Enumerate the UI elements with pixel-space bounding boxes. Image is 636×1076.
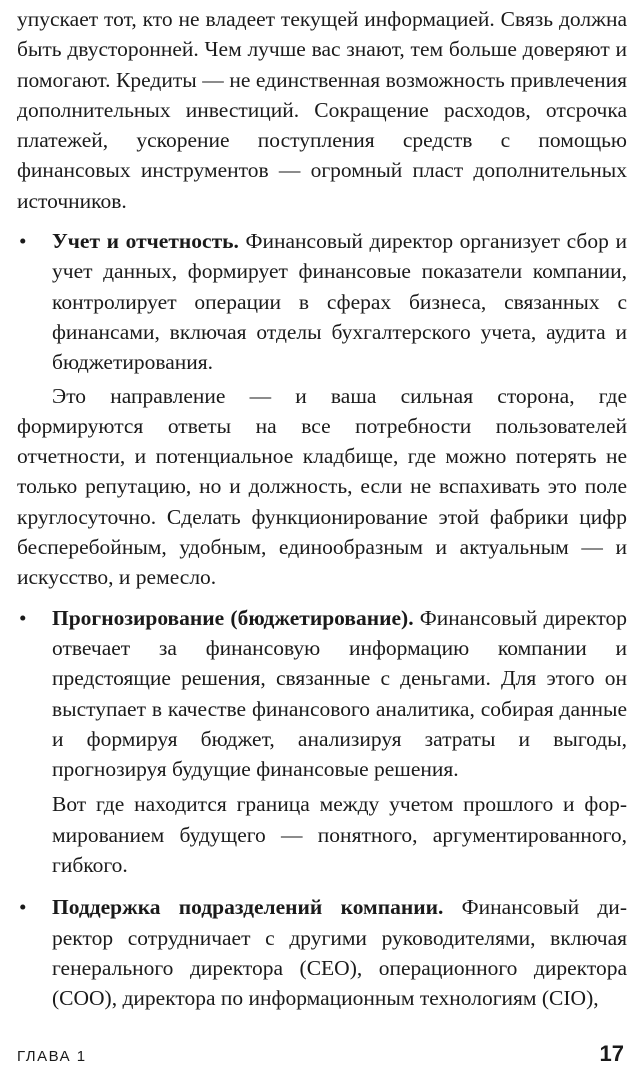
bullet-item-support [17,892,627,1013]
bullet-paragraph [52,603,627,785]
chapter-label: ГЛАВА 1 [17,1048,87,1065]
bullet-continuation: Вот где находится граница между учетом прошлого и формированием будущего — понятного, аргументированного, гибкого. [52,792,627,878]
bullet-paragraph [52,226,627,377]
bullet-icon: • [19,895,27,920]
bullet-text: Финансовый директор отвечает за финансовую информацию компании и предстоящие решения, связанные с деньгами. Для этого он выступает в качестве финансового аналитика, собирая данные и формируя бюджет, анализируя затраты и выгоды, прогнозируя будущие финансовые решения. [52,605,627,782]
intro-paragraph: упускает тот, кто не владеет текущей информацией. Связь должна быть двусторонней. Чем лучше вас знают, тем больше доверяют и помогают. Кредиты — не единственная возможность привлечения дополнительных инвестиций. Сокращение расходов, отсрочка платежей, ускорение поступления средств с помощью финансовых инструментов — огромный пласт дополнительных источников. [17,7,627,213]
body-text [17,4,627,1014]
bullet-item-accounting [17,226,627,377]
bullet-item-forecasting [17,603,627,881]
bullet-text: Финансовый директор организует сбор и учет данных, формирует финансовые показатели компании, контролирует операции в сферах бизнеса, связанных с финансами, включая отделы бухгалтерского учета, аудита и бюджетирования. [52,229,627,375]
bullet-icon: • [19,229,27,254]
bullet-lead: Учет и отчетность. [52,229,239,254]
continuation-paragraph-accounting: Это направление — и ваша сильная сторона, где формируются ответы на все потребности пользователей отчетности, и потенциальное кладбище, где можно потерять не только репутацию, но и должность, если не вспахивать это поле круглосуточно. Сделать функционирование этой фабрики цифр бесперебойным, удобным, единообразным и актуальным — и искусство, и ремесло. [17,383,627,590]
bullet-lead: Поддержка подразделений компании. [52,895,444,920]
bullet-paragraph [52,892,627,1013]
bullet-icon: • [19,605,27,630]
page-number: 17 [599,1041,624,1066]
bullet-text: Финансовый директор сотрудничает с другими руководителями, включая генерального директора (CEO), операционного директора (COO), директора по информационным технологиям (CIO), [52,895,627,1011]
bullet-lead: Прогнозирование (бюджетирование). [52,605,414,630]
